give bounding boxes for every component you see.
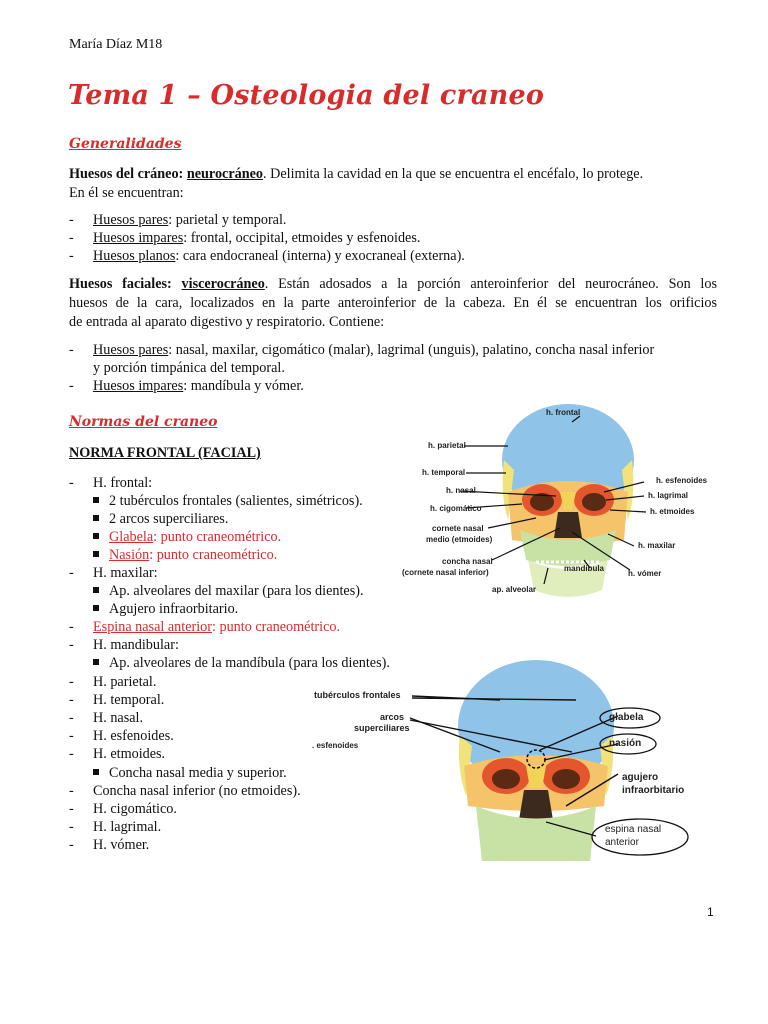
sub-list-item: Glabela: punto craneométrico.	[93, 528, 281, 546]
label-arcos-2: superciliares	[354, 723, 410, 733]
author-header: María Díaz M18	[69, 37, 163, 52]
list-item: - Huesos impares: mandíbula y vómer.	[69, 378, 304, 394]
list-item: - Espina nasal anterior: punto craneométrico.	[69, 619, 341, 635]
label-temporal: h. temporal	[422, 468, 466, 477]
label-lagrimal: h. lagrimal	[648, 491, 689, 500]
label-cornete-1: cornete nasal	[432, 524, 484, 533]
label-vomer: h. vómer	[628, 569, 662, 578]
list-item: - H. esfenoides.	[69, 728, 174, 744]
label-parietal: h. parietal	[428, 441, 466, 450]
list-item: - H. temporal.	[69, 692, 165, 708]
sub-list-item: 2 tubérculos frontales (salientes, simétricos).	[93, 492, 363, 510]
list-item: - H. etmoides.	[69, 746, 166, 762]
label-esfenoides: h. esfenoides	[656, 476, 708, 485]
list-item: - H. maxilar:	[69, 565, 158, 581]
sub-list-item: Agujero infraorbitario.	[93, 600, 238, 618]
skull-figure-landmarks	[300, 656, 710, 861]
label-mandibula: mandíbula	[564, 564, 605, 573]
label-concha-1: concha nasal	[442, 557, 493, 566]
label-concha-2: (cornete nasal inferior)	[402, 568, 489, 577]
label-alveolar: ap. alveolar	[492, 585, 537, 594]
list-item: - H. cigomático.	[69, 801, 177, 817]
list-item: - Huesos impares: frontal, occipital, etmoides y esfenoides.	[69, 230, 421, 246]
list-item-continuation: y porción timpánica del temporal.	[93, 360, 285, 376]
label-cornete-2: medio (etmoides)	[426, 535, 493, 544]
list-item: - Huesos pares: nasal, maxilar, cigomático (malar), lagrimal (unguis), palatino, concha nasal inferior	[69, 342, 655, 358]
sub-list-item: 2 arcos superciliares.	[93, 510, 228, 528]
page-number: 1	[707, 905, 714, 919]
sub-list-item: Ap. alveolares del maxilar (para los dientes).	[93, 582, 364, 600]
label-frontal: h. frontal	[546, 408, 581, 417]
label-maxilar: h. maxilar	[638, 541, 676, 550]
norma-frontal-heading: NORMA FRONTAL (FACIAL)	[69, 445, 261, 461]
neurocraneo-lead: Huesos del cráneo:	[69, 166, 184, 182]
sub-list-item: Ap. alveolares de la mandíbula (para los dientes).	[93, 654, 390, 672]
label-etmoides: h. etmoides	[650, 507, 695, 516]
label-nasion: nasión	[609, 738, 642, 749]
label-espina-2: anterior	[605, 837, 639, 848]
label-arcos-1: arcos	[380, 712, 405, 722]
sub-list-item: Nasión: punto craneométrico.	[93, 546, 277, 564]
skull-figure-bones	[396, 400, 726, 605]
label-esfenoides-2: . esfenoides	[312, 741, 359, 750]
neurocraneo-text2: En él se encuentran:	[69, 185, 184, 201]
list-item: - Huesos pares: parietal y temporal.	[69, 212, 287, 228]
section-normas: Normas del craneo	[69, 414, 218, 430]
label-agujero-2: infraorbitario	[622, 785, 685, 796]
viscerocraneo-paragraph: Huesos faciales: viscerocráneo. Están adosados a la porción anteroinferior del neurocráneo. Son los huesos de la cara, localizados en la parte anteroinferior de la cabeza. En él se encuentran los orificios de entrada al aparato digestivo y respiratorio. Contiene:	[69, 276, 717, 330]
label-agujero-1: agujero	[622, 772, 659, 783]
label-glabela: glabela	[609, 712, 644, 723]
list-item: - H. mandibular:	[69, 637, 179, 653]
neurocraneo-paragraph	[69, 165, 717, 203]
list-item: - Concha nasal inferior (no etmoides).	[69, 783, 301, 799]
neurocraneo-text: . Delimita la cavidad en la que se encuentra el encéfalo, lo protege.	[263, 166, 644, 182]
label-tuberculos: tubérculos frontales	[314, 690, 401, 700]
neurocraneo-term: neurocráneo	[186, 166, 264, 182]
list-item: - H. frontal:	[69, 475, 153, 491]
list-item: - H. parietal.	[69, 674, 157, 690]
label-cigomatico: h. cigomático	[430, 504, 482, 513]
page-title: Tema 1 – Osteologia del craneo	[68, 80, 545, 111]
list-item: - Huesos planos: cara endocraneal (interna) y exocraneal (externa).	[69, 248, 465, 264]
sub-list-item: Concha nasal media y superior.	[93, 764, 287, 782]
list-item: - H. nasal.	[69, 710, 144, 726]
section-generalidades: Generalidades	[69, 136, 182, 152]
list-item: - H. vómer.	[69, 837, 150, 853]
label-espina-1: espina nasal	[605, 824, 662, 835]
list-item: - H. lagrimal.	[69, 819, 162, 835]
label-nasal: h. nasal	[446, 486, 476, 495]
